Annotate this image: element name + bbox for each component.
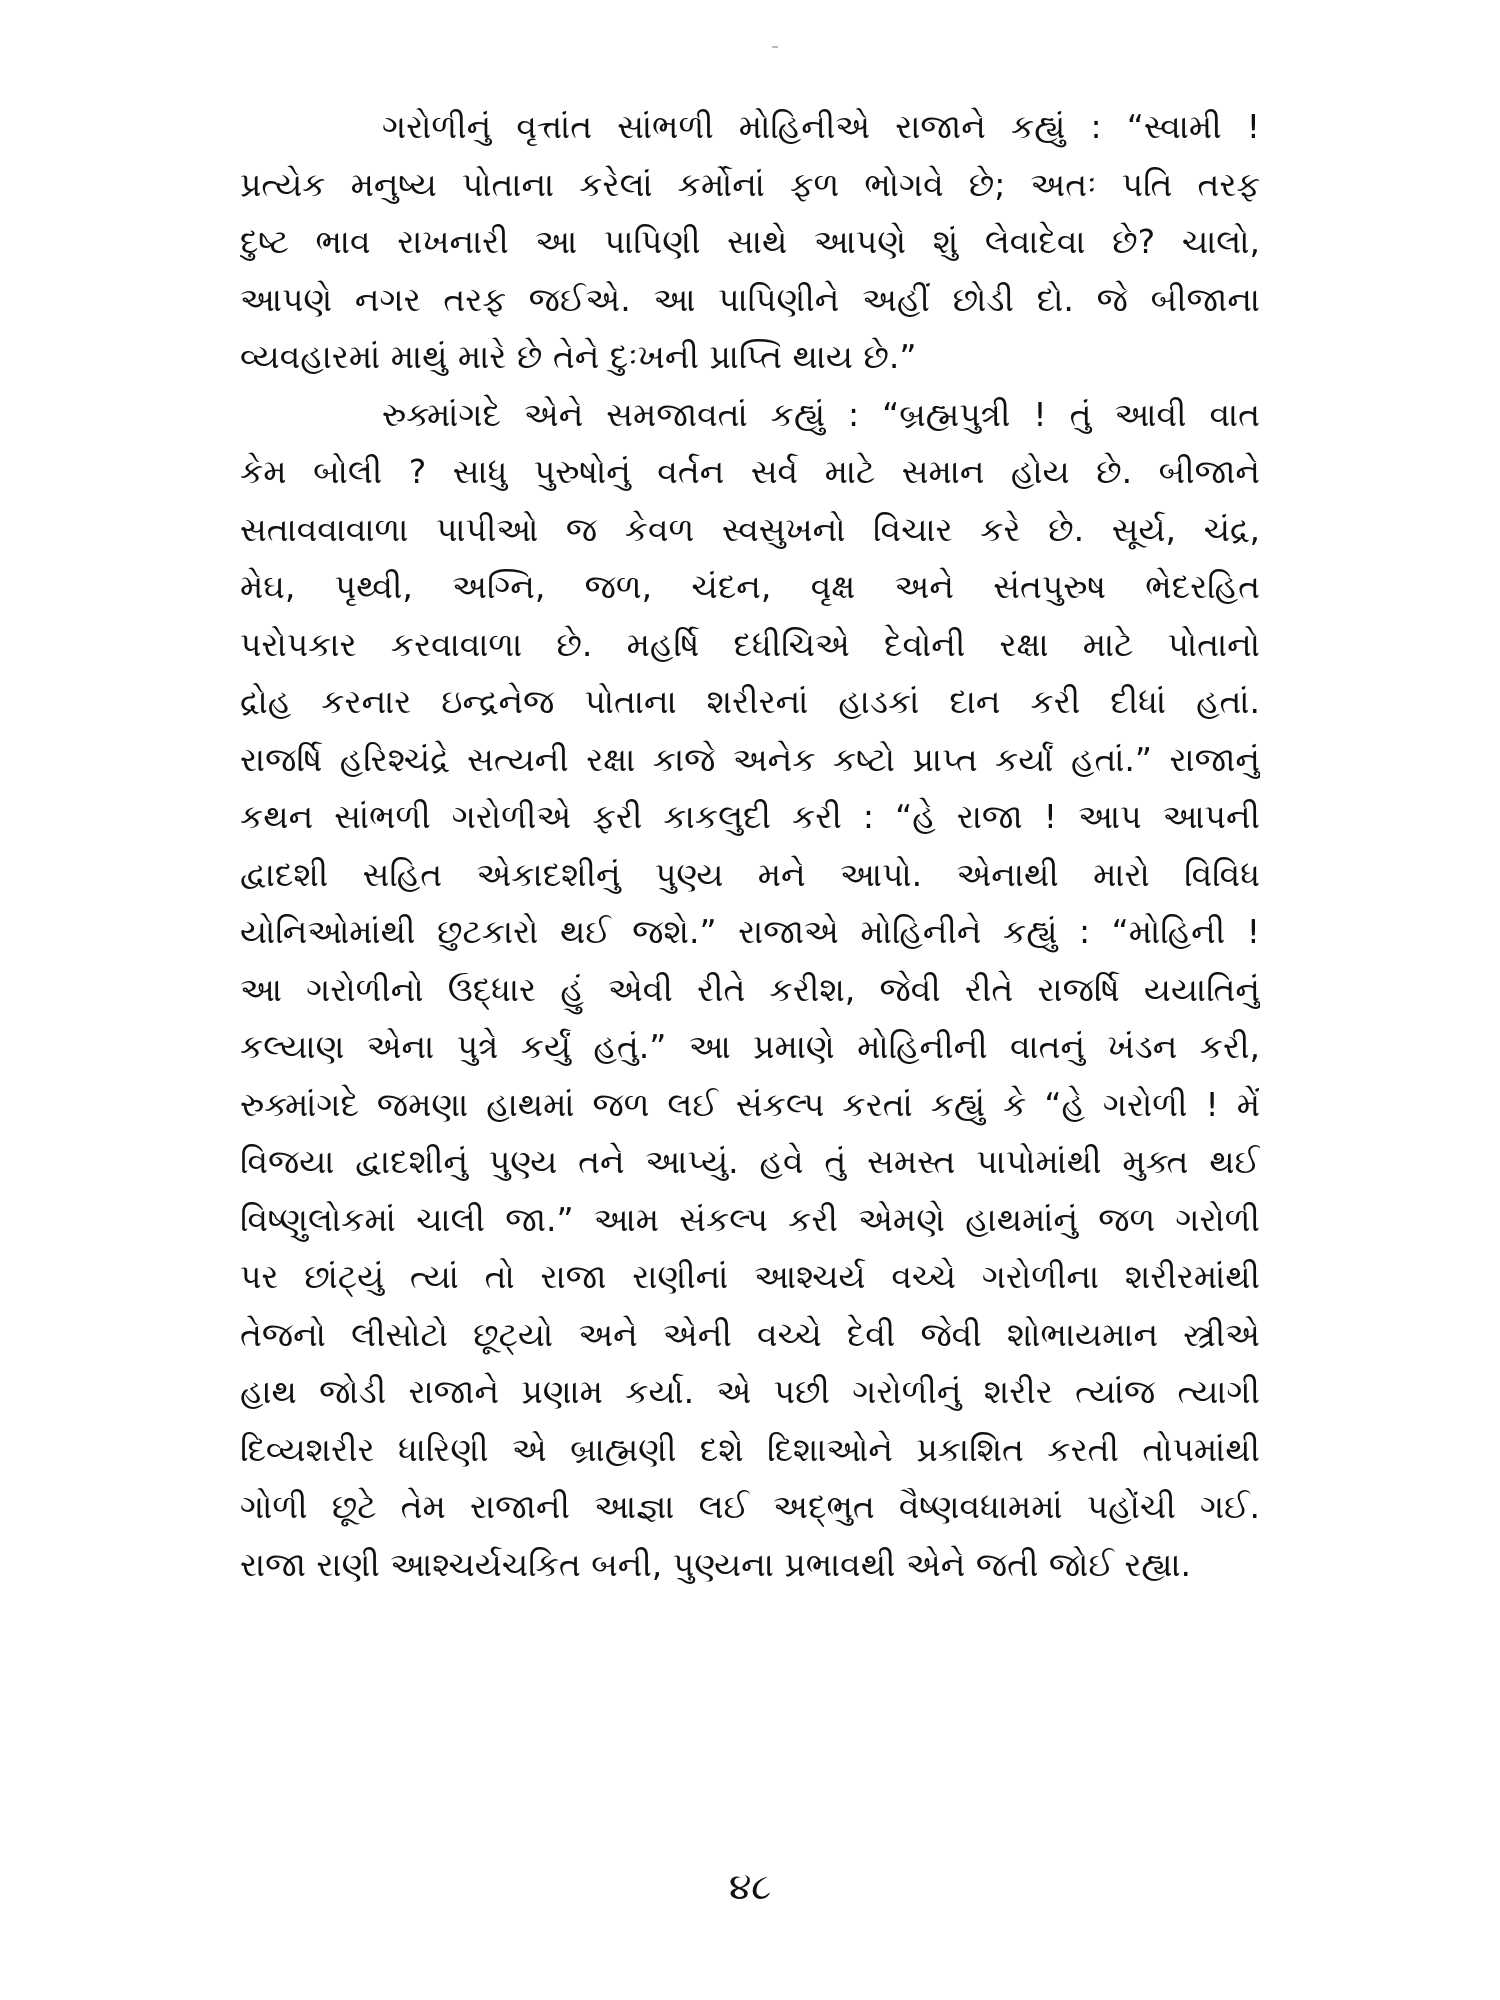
text-line: કેમ બોલી ? સાધુ પુરુષોનું વર્તન સર્વ માટે સમાન હોય છે. બીજાને bbox=[240, 452, 1260, 491]
text-line: દ્રોહ કરનાર ઇન્દ્રનેજ પોતાના શરીરનાં હાડકાં દાન કરી દીધાં હતાં. bbox=[240, 682, 1260, 721]
text-line: હાથ જોડી રાજાને પ્રણામ કર્યા. એ પછી ગરોળીનું શરીર ત્યાંજ ત્યાગી bbox=[240, 1372, 1260, 1411]
text-line: દ્વાદશી સહિત એકાદશીનું પુણ્ય મને આપો. એનાથી મારો વિવિધ bbox=[240, 854, 1260, 894]
text-line: પર છાંટ્યું ત્યાં તો રાજા રાણીનાં આશ્ચર્ય વચ્ચે ગરોળીના શરીરમાંથી bbox=[240, 1257, 1260, 1296]
text-line: વિજયા દ્વાદશીનું પુણ્ય તને આપ્યું. હવે તું સમસ્ત પાપોમાંથી મુક્ત થઈ bbox=[240, 1142, 1260, 1181]
text-line: તેજનો લીસોટો છૂટ્યો અને એની વચ્ચે દેવી જેવી શોભાયમાન સ્ત્રીએ bbox=[240, 1314, 1260, 1354]
text-line: કલ્યાણ એના પુત્રે કર્યું હતું.” આ પ્રમાણે મોહિનીની વાતનું ખંડન કરી, bbox=[240, 1027, 1260, 1066]
text-line: આ ગરોળીનો ઉદ્ધાર હું એવી રીતે કરીશ, જેવી રીતે રાજર્ષિ યયાતિનું bbox=[240, 969, 1260, 1009]
text-line: પ્રત્યેક મનુષ્ય પોતાના કરેલાં કર્મોનાં ફળ ભોગવે છે; અતઃ પતિ તરફ bbox=[240, 164, 1260, 204]
body-text bbox=[240, 98, 1260, 1593]
paper-speck bbox=[772, 46, 778, 48]
text-line: રુક્માંગદે એને સમજાવતાં કહ્યું : “બ્રહ્મપુત્રી ! તું આવી વાત bbox=[382, 394, 1260, 434]
page-number: ૪૮ bbox=[728, 1867, 772, 1908]
text-line: રુક્માંગદે જમણા હાથમાં જળ લઈ સંકલ્પ કરતાં કહ્યું કે “હે ગરોળી ! મેં bbox=[240, 1084, 1260, 1124]
text-line: ગોળી છૂટે તેમ રાજાની આજ્ઞા લઈ અદ્ભુત વૈષ્ણવધામમાં પહોંચી ગઈ. bbox=[240, 1487, 1260, 1526]
text-line: યોનિઓમાંથી છુટકારો થઈ જશે.” રાજાએ મોહિનીને કહ્યું : “મોહિની ! bbox=[240, 912, 1260, 951]
text-line: વિષ્ણુલોકમાં ચાલી જા.” આમ સંકલ્પ કરી એમણે હાથમાંનું જળ ગરોળી bbox=[240, 1199, 1260, 1239]
text-line: દુષ્ટ ભાવ રાખનારી આ પાપિણી સાથે આપણે શું લેવાદેવા છે? ચાલો, bbox=[240, 222, 1260, 261]
text-line: રાજા રાણી આશ્ચર્યચકિત બની, પુણ્યના પ્રભાવથી એને જતી જોઈ રહ્યા. bbox=[240, 1544, 1192, 1584]
text-line: દિવ્યશરીર ધારિણી એ બ્રાહ્મણી દશે દિશાઓને પ્રકાશિત કરતી તોપમાંથી bbox=[240, 1429, 1260, 1469]
text-line: કથન સાંભળી ગરોળીએ ફરી કાકલુદી કરી : “હે રાજા ! આપ આપની bbox=[240, 797, 1260, 836]
text-line: પરોપકાર કરવાવાળા છે. મહર્ષિ દધીચિએ દેવોની રક્ષા માટે પોતાનો bbox=[240, 624, 1260, 664]
text-line: ગરોળીનું વૃત્તાંત સાંભળી મોહિનીએ રાજાને કહ્યું : “સ્વામી ! bbox=[382, 107, 1260, 146]
text-line: સતાવવાવાળા પાપીઓ જ કેવળ સ્વસુખનો વિચાર કરે છે. સૂર્ય, ચંદ્ર, bbox=[240, 509, 1260, 549]
text-line: મેઘ, પૃથ્વી, અગ્નિ, જળ, ચંદન, વૃક્ષ અને સંતપુરુષ ભેદરહિત bbox=[240, 567, 1260, 606]
text-line: રાજર્ષિ હરિશ્ચંદ્રે સત્યની રક્ષા કાજે અનેક કષ્ટો પ્રાપ્ત કર્યાં હતાં.” રાજાનું bbox=[240, 739, 1260, 779]
text-line: વ્યવહારમાં માથું મારે છે તેને દુઃખની પ્રાપ્તિ થાય છે.” bbox=[240, 337, 917, 376]
text-line: આપણે નગર તરફ જઈએ. આ પાપિણીને અહીં છોડી દો. જે બીજાના bbox=[240, 279, 1260, 319]
